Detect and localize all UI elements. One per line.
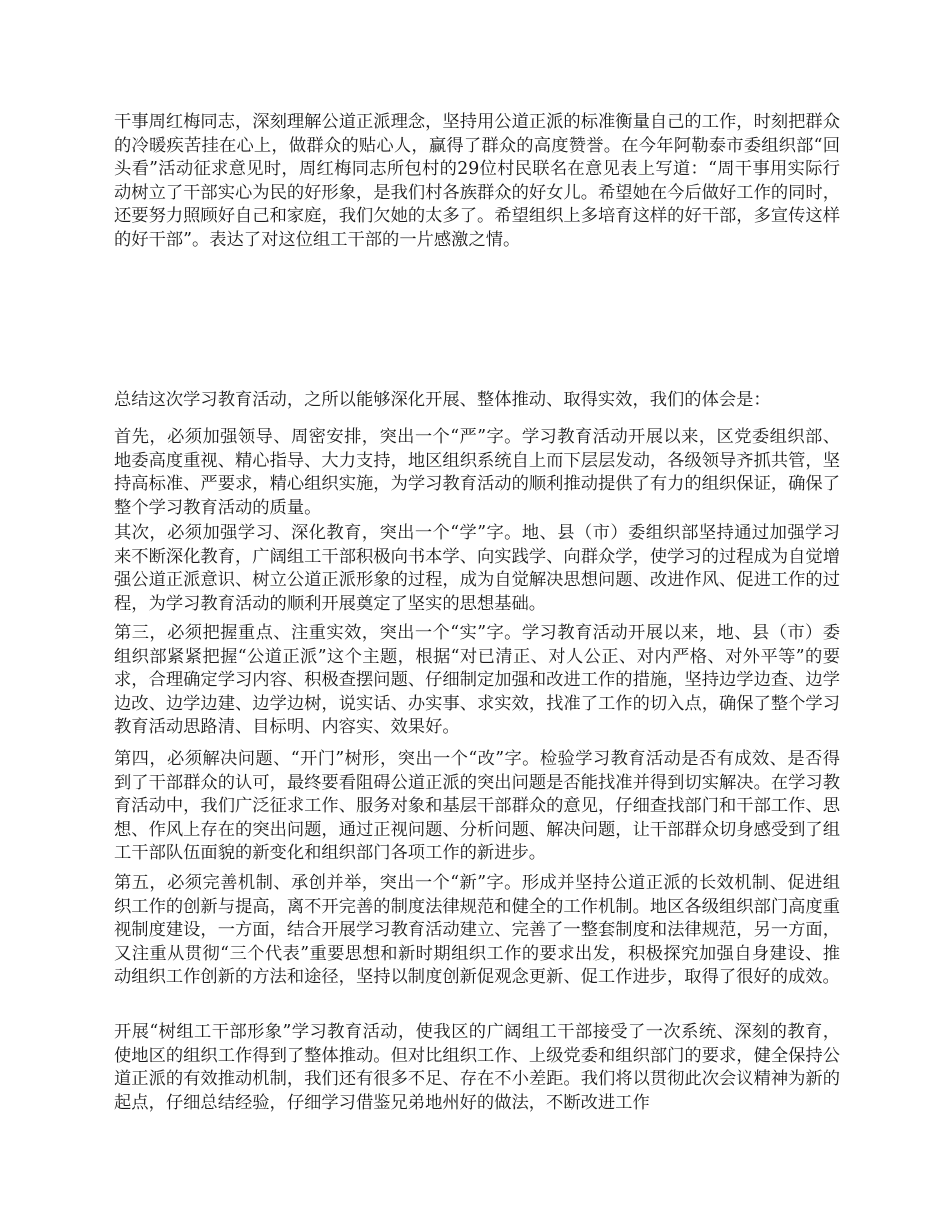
paragraph-second-study: 其次，必须加强学习、深化教育，突出一个“学”字。地、县（市）委组织部坚持通过加强学习来不断深化教育，广阔组工干部积极向书本学、向实践学、向群众学，使学习的过程成为自觉增强公道正派意识、树立公道正派形象的过程，成为自觉解决思想问题、改进作风、促进工作的过程，为学习教育活动的顺利开展奠定了坚实的思想基础。: [114, 523, 840, 614]
paragraph-fourth-reform: 第四，必须解决问题、“开门”树形，突出一个“改”字。检验学习教育活动是否有成效、是否得到了干部群众的认可，最终要看阻碍公道正派的突出问题是否能找准并得到切实解决。在学习教育活动中，我们广泛征求工作、服务对象和基层干部群众的意见，仔细查找部门和干部工作、思想、作风上存在的突出问题，通过正视问题、分析问题、解决问题，让干部群众切身感受到了组工干部队伍面貌的新变化和组织部门各项工作的新进步。: [114, 749, 840, 863]
paragraph-fifth-innovation: 第五，必须完善机制、承创并举，突出一个“新”字。形成并坚持公道正派的长效机制、促进组织工作的创新与提高，离不开完善的制度法律规范和健全的工作机制。地区各级组织部门高度重视制度建设，一方面，结合开展学习教育活动建立、完善了一整套制度和法律规范，另一方面，又注重从贯彻“三个代表”重要思想和新时期组织工作的要求出发，积极探究加强自身建设、推动组织工作创新的方法和途径，坚持以制度创新促观念更新、促工作进步，取得了很好的成效。: [114, 873, 840, 987]
paragraph-third-practical: 第三，必须把握重点、注重实效，突出一个“实”字。学习教育活动开展以来，地、县（市）委组织部紧紧把握“公道正派”这个主题，根据“对已清正、对人公正、对内严格、对外平等”的要求，合理确定学习内容、积极查摆问题、仔细制定加强和改进工作的措施，坚持边学边查、边学边改、边学边建、边学边树，说实话、办实事、求实效，找准了工作的切入点，确保了整个学习教育活动思路清、目标明、内容实、效果好。: [114, 623, 840, 737]
paragraph-conclusion: 开展“树组工干部形象”学习教育活动，使我区的广阔组工干部接受了一次系统、深刻的教育，使地区的组织工作得到了整体推动。但对比组织工作、上级党委和组织部门的要求，健全保持公道正派的有效推动机制，我们还有很多不足、存在不小差距。我们将以贯彻此次会议精神为新的起点，仔细总结经验，仔细学习借鉴兄弟地州好的做法，不断改进工作: [114, 1022, 840, 1113]
paragraph-summary-intro: 总结这次学习教育活动，之所以能够深化开展、整体推动、取得实效，我们的体会是：: [114, 390, 771, 410]
paragraph-first-strict: 首先，必须加强领导、周密安排，突出一个“严”字。学习教育活动开展以来，区党委组织部、地委高度重视、精心指导、大力支持，地区组织系统自上而下层层发动，各级领导齐抓共管，坚持高标准、严要求，精心组织实施，为学习教育活动的顺利推动提供了有力的组织保证，确保了整个学习教育活动的质量。: [114, 427, 840, 518]
paragraph-zhou-hongmei: 干事周红梅同志，深刻理解公道正派理念，坚持用公道正派的标准衡量自己的工作，时刻把群众的冷暖疾苦挂在心上，做群众的贴心人，赢得了群众的高度赞誉。在今年阿勒泰市委组织部“回头看”活动征求意见时，周红梅同志所包村的29位村民联名在意见表上写道：“周干事用实际行动树立了干部实心为民的好形象，是我们村各族群众的好女儿。希望她在今后做好工作的同时，还要努力照顾好自己和家庭，我们欠她的太多了。希望组织上多培育这样的好干部，多宣传这样的好干部”。表达了对这位组工干部的一片感激之情。: [114, 112, 840, 250]
